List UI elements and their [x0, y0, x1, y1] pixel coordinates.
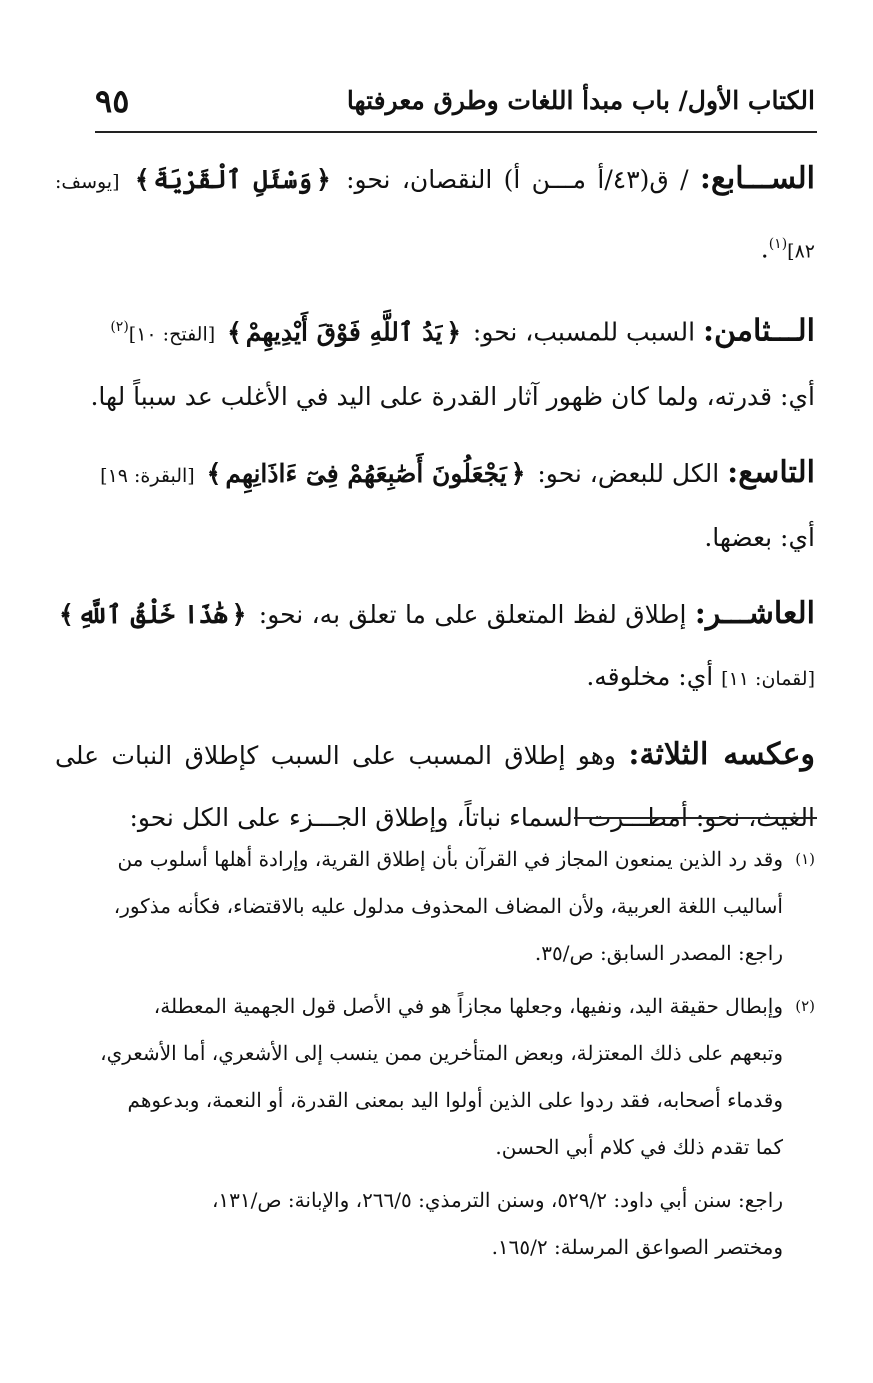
main-text [55, 148, 815, 863]
quran-verse: وَسْئَلِ ٱلْقَرْيَةَ [153, 165, 313, 194]
term-ninth: التاسع: [727, 454, 815, 490]
ornate-bracket-close-icon: ﴾ [59, 599, 74, 629]
footnote-line: راجع: المصدر السابق: ص/٣٥. [534, 941, 783, 965]
footnote-2 [55, 983, 815, 1171]
body-text: السبب للمسبب، نحو: [464, 317, 703, 347]
body-text: أي: مخلوقه. [586, 661, 722, 691]
footnotes [55, 836, 815, 1277]
paragraph-seventh [55, 148, 815, 282]
ornate-bracket-close-icon: ﴾ [227, 317, 242, 347]
paragraph-reverse [55, 724, 815, 849]
footnote-marker: (١) [768, 236, 788, 252]
term-tenth: العاشـــر: [694, 595, 815, 631]
punctuation: . [760, 234, 769, 264]
body-text: وهو إطلاق المسبب على السبب كإطلاق النبات على الغيث، نحو: أمطـــرت السماء نباتاً، وإطلاق الجـــزء على الكل نحو: [55, 740, 815, 832]
term-seventh: الســـابع: [699, 161, 816, 196]
page-number: ٩٥ [95, 82, 130, 120]
footnote-number: (٢) [795, 997, 815, 1015]
ornate-bracket-open-icon: ﴿ [316, 165, 331, 194]
footnote-line: وقدماء أصحابه، فقد ردوا على الذين أولوا اليد بمعنى القدرة، أو النعمة، وبدعوهم [127, 1088, 783, 1112]
verse-reference: [يوسف: ٨٢] [55, 171, 815, 263]
header-divider [95, 131, 817, 133]
quran-verse: يَدُ ٱللَّهِ فَوْقَ أَيْدِيهِمْ [245, 317, 443, 347]
ornate-bracket-close-icon: ﴾ [206, 458, 222, 488]
term-reverse: وعكسه الثلاثة: [628, 736, 815, 772]
term-eighth: الـــثامن: [702, 313, 815, 349]
verse-reference: [البقرة: ١٩] [100, 464, 195, 487]
footnote-line: راجع: سنن أبي داود: ٥٢٩/٢، وسنن الترمذي: ٢٦٦/٥، والإبانة: ص/١٣١، [211, 1188, 783, 1212]
footnote-2-references [55, 1177, 815, 1271]
ornate-bracket-open-icon: ﴿ [446, 317, 461, 347]
ornate-bracket-close-icon: ﴾ [134, 165, 150, 194]
ornate-bracket-open-icon: ﴿ [231, 599, 247, 629]
footnote-line: أساليب اللغة العربية، ولأن المضاف المحذوف مدلول عليه بالاقتضاء، فكأنه مذكور، [113, 894, 783, 918]
footnote-1 [55, 836, 815, 977]
footnote-line: وقد رد الذين يمنعون المجاز في القرآن بأن إطلاق القرية، وإرادة أهلها أسلوب من [117, 847, 783, 871]
body-text: أي: قدرته، ولما كان ظهور آثار القدرة على اليد في الأغلب عد سبباً لها. [90, 381, 815, 411]
running-header [95, 82, 815, 130]
footnote-line: كما تقدم ذلك في كلام أبي الحسن. [495, 1135, 783, 1159]
ornate-bracket-open-icon: ﴿ [510, 458, 526, 488]
quran-verse: هَٰذَا خَلْقُ ٱللَّهِ [77, 599, 228, 629]
verse-reference: [الفتح: ١٠] [128, 323, 216, 346]
footnote-marker: (٢) [110, 319, 129, 336]
footnote-line: ومختصر الصواعق المرسلة: ١٦٥/٢. [491, 1235, 783, 1259]
body-text: / ق(٤٣/أ مـــن أ) النقصان، نحو: [334, 165, 700, 194]
body-text: الكل للبعض، نحو: [529, 458, 728, 488]
paragraph-eighth [55, 296, 815, 427]
body-text: إطلاق لفظ المتعلق على ما تعلق به، نحو: [250, 599, 695, 629]
verse-reference: [لقمان: ١١] [721, 667, 815, 690]
paragraph-tenth [55, 583, 815, 710]
footnote-divider [574, 817, 817, 819]
quran-verse: يَجْعَلُونَ أَصَٰبِعَهُمْ فِىٓ ءَاذَانِهِم [225, 458, 507, 488]
footnote-number: (١) [795, 850, 815, 868]
paragraph-ninth [55, 442, 815, 569]
footnote-line: وإبطال حقيقة اليد، ونفيها، وجعلها مجازاً هو في الأصل قول الجهمية المعطلة، [153, 994, 783, 1018]
footnote-line: وتبعهم على ذلك المعتزلة، وبعض المتأخرين ممن ينسب إلى الأشعري، أما الأشعري، [100, 1041, 783, 1065]
body-text: أي: بعضها. [704, 522, 815, 552]
running-title: الكتاب الأول/ باب مبدأ اللغات وطرق معرفتها [346, 86, 815, 115]
